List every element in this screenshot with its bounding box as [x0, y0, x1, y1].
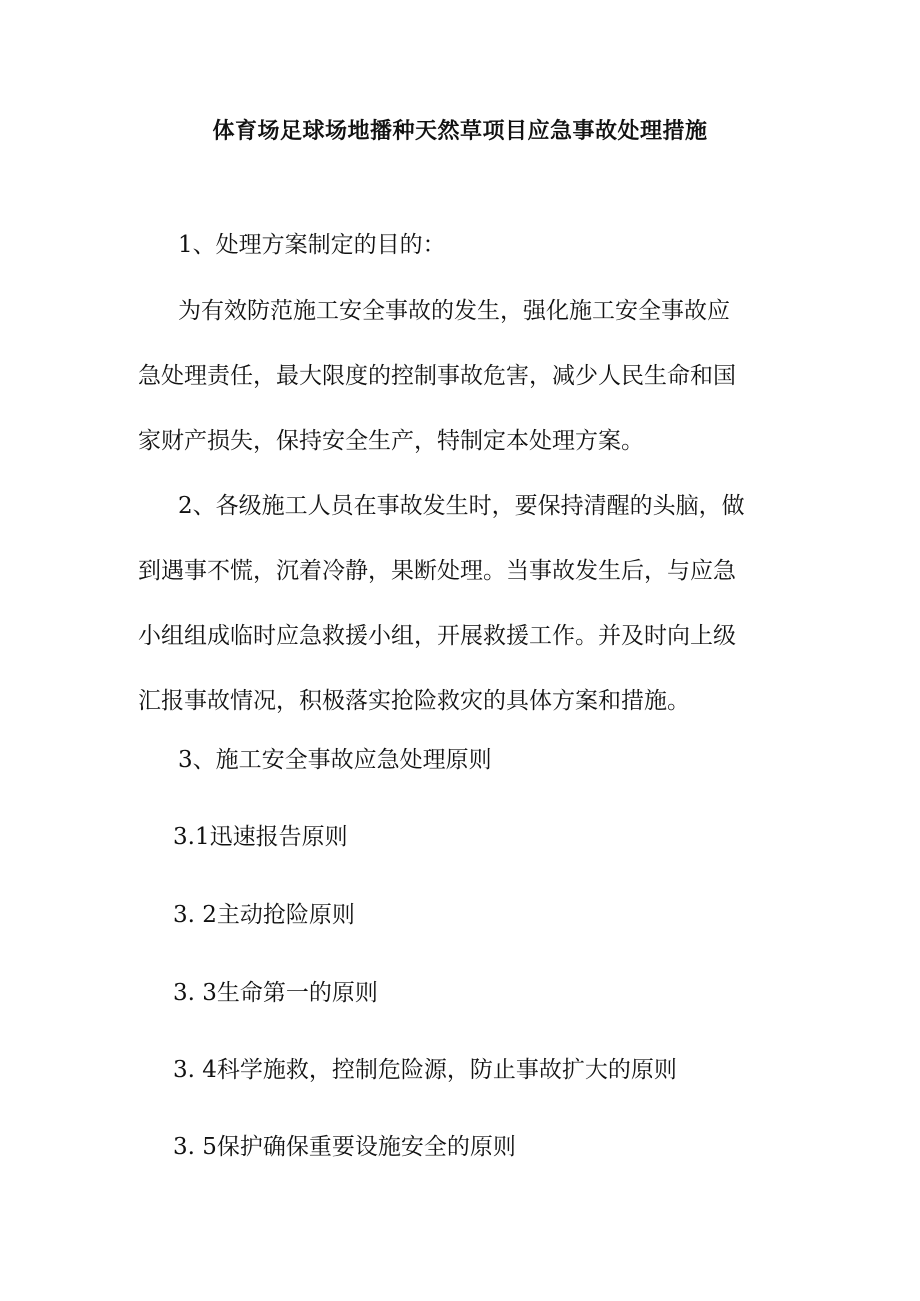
section-1-heading: 1、处理方案制定的目的： [178, 232, 446, 258]
principle-3-4: 3. 4科学施救，控制危险源，防止事故扩大的原则 [173, 1057, 677, 1083]
paragraph-1-line-3: 家财产损失，保持安全生产，特制定本处理方案。 [138, 428, 644, 454]
paragraph-1-line-2: 急处理责任，最大限度的控制事故危害，减少人民生命和国 [138, 363, 736, 389]
paragraph-2-line-4: 汇报事故情况，积极落实抢险救灾的具体方案和措施。 [138, 688, 690, 714]
paragraph-1-line-1: 为有效防范施工安全事故的发生，强化施工安全事故应 [178, 298, 730, 324]
paragraph-2-line-1: 2、各级施工人员在事故发生时，要保持清醒的头脑，做 [178, 493, 745, 519]
document-title: 体育场足球场地播种天然草项目应急事故处理措施 [212, 118, 708, 144]
paragraph-2-line-3: 小组组成临时应急救援小组，开展救援工作。并及时向上级 [138, 623, 736, 649]
principle-3-2: 3. 2主动抢险原则 [173, 902, 355, 928]
principle-3-3: 3. 3生命第一的原则 [173, 980, 378, 1006]
principle-3-1: 3.1迅速报告原则 [173, 824, 348, 850]
paragraph-2-line-2: 到遇事不慌，沉着冷静，果断处理。当事故发生后，与应急 [138, 558, 736, 584]
principle-3-5: 3. 5保护确保重要设施安全的原则 [173, 1134, 516, 1160]
section-3-heading: 3、施工安全事故应急处理原则 [178, 747, 492, 773]
